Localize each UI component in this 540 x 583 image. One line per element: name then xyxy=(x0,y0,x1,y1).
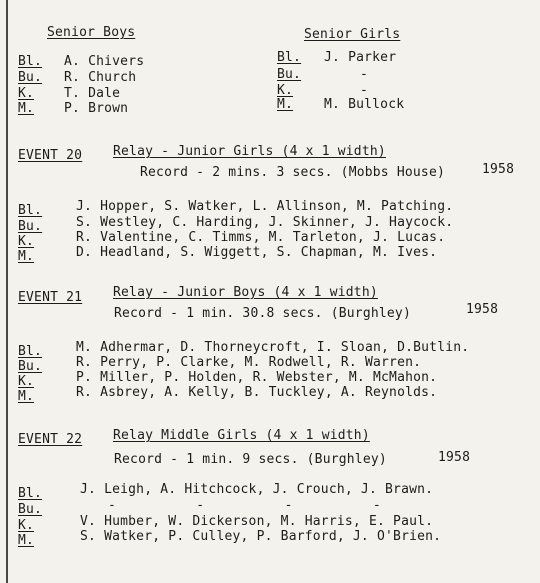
house-code: K. xyxy=(18,234,35,249)
senior-boy-name: P. Brown xyxy=(64,101,129,116)
house-code: K. xyxy=(18,374,35,389)
house-code: M. xyxy=(277,97,294,112)
house-code: K. xyxy=(277,83,294,98)
team-names: P. Miller, P. Holden, R. Webster, M. McMahon. xyxy=(76,370,438,385)
event-label: EVENT 21 xyxy=(18,290,83,305)
house-code: M. xyxy=(18,533,35,548)
house-code: Bu. xyxy=(18,70,43,85)
event-record: Record - 1 min. 9 secs. (Burghley) xyxy=(114,452,387,467)
house-code: Bu. xyxy=(18,502,43,517)
house-code: Bl. xyxy=(18,54,43,69)
event-title: Relay - Junior Girls (4 x 1 width) xyxy=(113,144,386,159)
house-code: M. xyxy=(18,389,35,404)
team-names: R. Perry, P. Clarke, M. Rodwell, R. Warren. xyxy=(76,355,422,370)
team-names: D. Headland, S. Wiggett, S. Chapman, M. Ives. xyxy=(76,245,438,260)
team-names: J. Leigh, A. Hitchcock, J. Crouch, J. Brawn. xyxy=(80,482,434,497)
team-names: S. Watker, P. Culley, P. Barford, J. O'Brien. xyxy=(80,529,442,544)
page-edge-line xyxy=(6,0,8,583)
team-names: V. Humber, W. Dickerson, M. Harris, E. Paul. xyxy=(80,514,434,529)
house-code: Bl. xyxy=(18,344,43,359)
senior-girls-heading: Senior Girls xyxy=(304,27,401,42)
event-title: Relay Middle Girls (4 x 1 width) xyxy=(113,428,370,443)
senior-boy-name: R. Church xyxy=(64,70,137,85)
house-code: Bu. xyxy=(277,67,302,82)
house-code: K. xyxy=(18,518,35,533)
senior-boy-name: T. Dale xyxy=(64,86,121,101)
team-names: R. Asbrey, A. Kelly, B. Tuckley, A. Reynolds. xyxy=(76,385,438,400)
event-record-year: 1958 xyxy=(438,450,471,465)
team-names: J. Hopper, S. Watker, L. Allinson, M. Patching. xyxy=(76,199,454,214)
senior-boys-heading: Senior Boys xyxy=(47,25,136,40)
senior-girl-name: M. Bullock xyxy=(324,97,405,112)
event-record-year: 1958 xyxy=(482,162,515,177)
team-names: S. Westley, C. Harding, J. Skinner, J. Haycock. xyxy=(76,215,454,230)
event-label: EVENT 20 xyxy=(18,148,83,163)
event-label: EVENT 22 xyxy=(18,432,83,447)
senior-girl-name: - xyxy=(360,67,369,82)
house-code: Bu. xyxy=(18,219,43,234)
house-code: Bl. xyxy=(277,50,302,65)
event-record-year: 1958 xyxy=(466,302,499,317)
senior-girl-name: J. Parker xyxy=(324,50,397,65)
house-code: M. xyxy=(18,101,35,116)
event-record: Record - 1 min. 30.8 secs. (Burghley) xyxy=(114,306,411,321)
senior-girl-name: - xyxy=(360,83,369,98)
team-names: M. Adhermar, D. Thorneycroft, I. Sloan, D.Butlin. xyxy=(76,340,470,355)
team-names: - - - - xyxy=(108,498,381,513)
event-record: Record - 2 mins. 3 secs. (Mobbs House) xyxy=(140,165,446,180)
team-names: R. Valentine, C. Timms, M. Tarleton, J. Lucas. xyxy=(76,230,446,245)
house-code: Bl. xyxy=(18,203,43,218)
house-code: Bu. xyxy=(18,359,43,374)
event-title: Relay - Junior Boys (4 x 1 width) xyxy=(113,285,378,300)
senior-boy-name: A. Chivers xyxy=(64,54,145,69)
house-code: Bl. xyxy=(18,486,43,501)
house-code: M. xyxy=(18,249,35,264)
house-code: K. xyxy=(18,86,35,101)
